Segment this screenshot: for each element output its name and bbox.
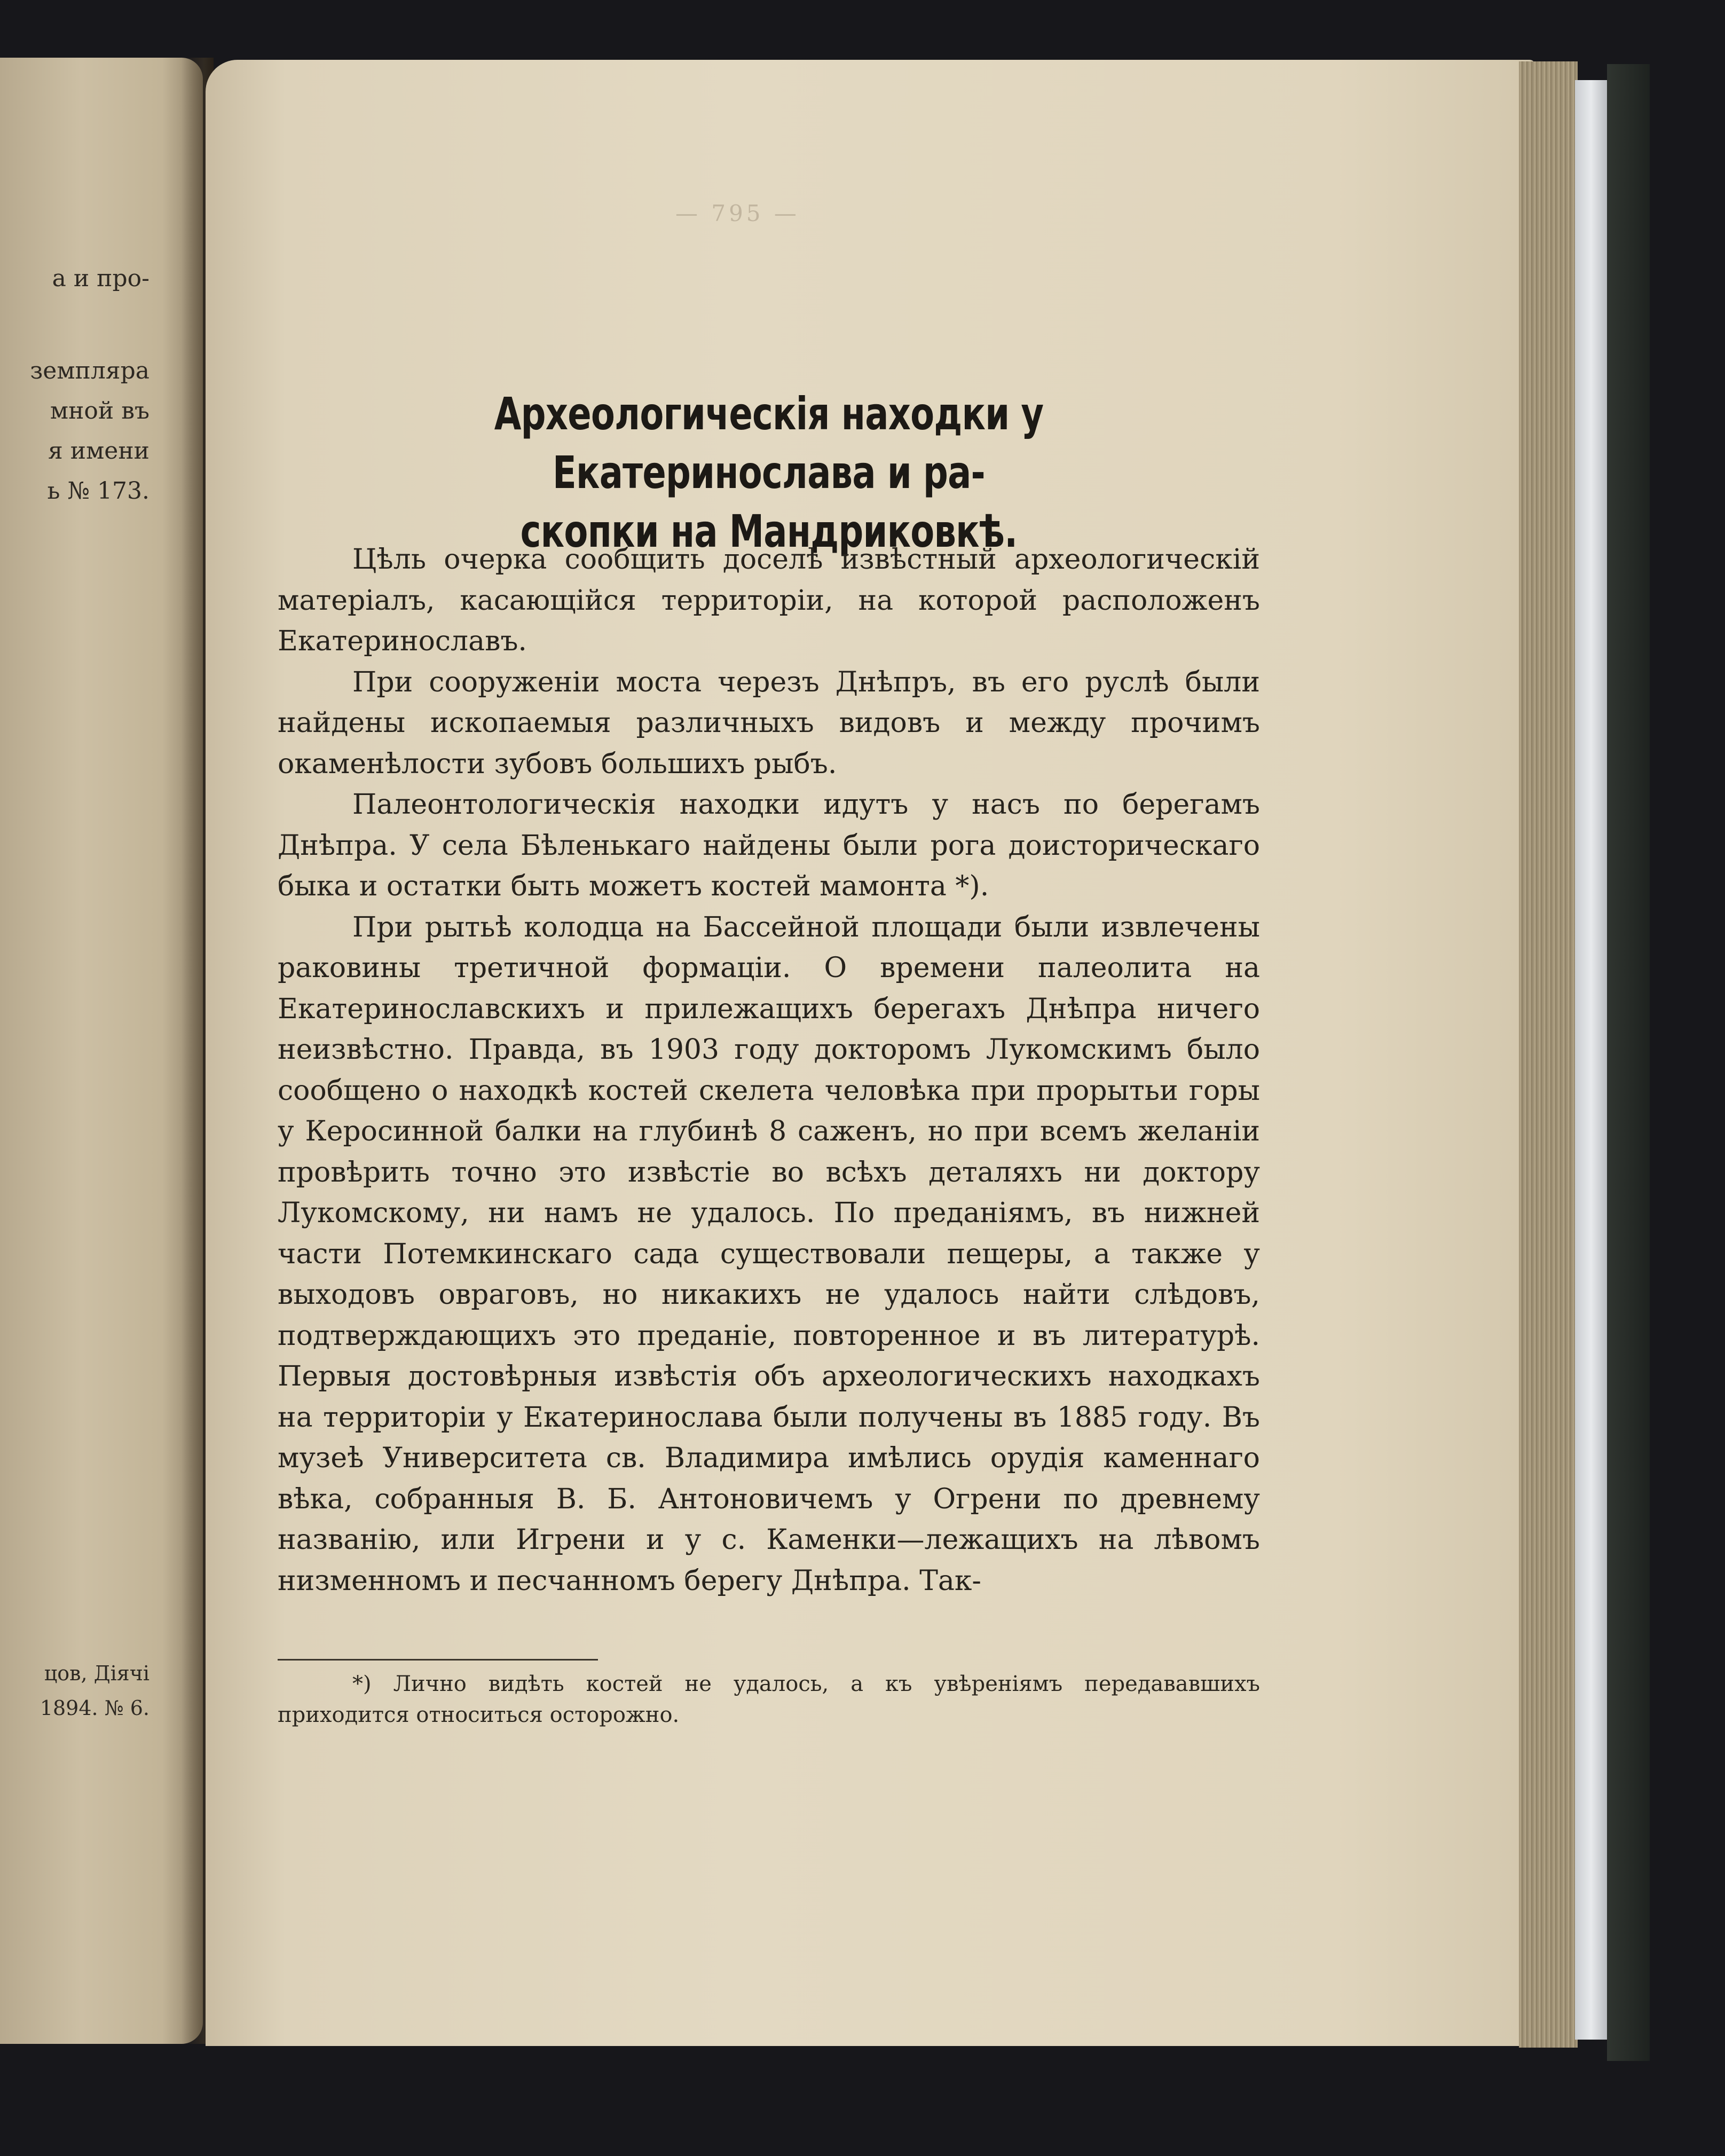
footnote-divider: [278, 1659, 598, 1661]
left-page-fragment: цов, Діячі: [44, 1662, 149, 1685]
left-page-fragment: земпляра: [30, 357, 149, 384]
paragraph: При рытьѣ колодца на Бассейной площади были извлечены раковины третичной формаціи. О времени палеолита на Екатеринославскихъ и прилежащихъ берегахъ Днѣпра ничего неизвѣстно. Правда, въ 1903 году докторомъ Лукомскимъ было сообщено о находкѣ костей скелета человѣка при прорытьи горы у Керосинной балки на глубинѣ 8 саженъ, но при всемъ желаніи провѣрить точно это извѣстіе во всѣхъ деталяхъ ни доктору Лукомскому, ни намъ не удалось. По преданіямъ, въ нижней части Потемкинскаго сада существовали пещеры, а также у выходовъ овраговъ, но никакихъ не удалось найти слѣдовъ, подтверждающихъ это преданіе, повторенное и въ литературѣ. Первыя достовѣрныя извѣстія объ археологическихъ находкахъ на территоріи у Екатеринослава были получены въ 1885 году. Въ музеѣ Университета св. Владимира имѣлись орудія каменнаго вѣка, собранныя В. Б. Антоновичемъ у Огрени по древнему названію, или Игрени и у с. Каменки—лежащихъ на лѣвомъ низменномъ и песчанномъ берегу Днѣпра. Так-: [278, 911, 1260, 1597]
article-body: [278, 539, 1260, 1601]
paragraph: Цѣль очерка сообщить доселѣ извѣстный археологическій матеріалъ, касающійся территоріи, на которой расположенъ Екатеринославъ.: [278, 544, 1260, 657]
footnote-text: *) Лично видѣть костей не удалось, а къ увѣреніямъ передававшихъ приходится относиться осторожно.: [278, 1672, 1260, 1727]
left-page-fragment: ь № 173.: [47, 477, 149, 505]
book-spine-shadow: [1607, 64, 1650, 2061]
paragraph: Палеонтологическія находки идутъ у насъ по берегамъ Днѣпра. У села Бѣленькаго найдены были рога доисторическаго быка и остатки быть можетъ костей мамонта *).: [278, 789, 1260, 902]
article-title-line: Археологическія находки у Екатеринослава и ра-: [494, 388, 1044, 499]
article-title-line: скопки на Мандриковкѣ.: [520, 505, 1018, 557]
article-title: [385, 384, 1152, 561]
left-page: [0, 58, 203, 2044]
left-page-fragment: а и про-: [52, 265, 149, 292]
book-cover-edge: [1575, 80, 1607, 2040]
page-number: — 795 —: [675, 200, 800, 226]
page-edges: [1519, 61, 1578, 2048]
left-page-fragment: мной въ: [50, 397, 149, 424]
paragraph: При сооруженіи моста черезъ Днѣпръ, въ его руслѣ были найдены ископаемыя различныхъ видовъ и между прочимъ окаменѣлости зубовъ большихъ рыбъ.: [278, 666, 1260, 780]
left-page-fragment: 1894. № 6.: [40, 1696, 149, 1720]
footnote: [278, 1669, 1260, 1730]
left-page-fragment: я имени: [48, 437, 149, 465]
